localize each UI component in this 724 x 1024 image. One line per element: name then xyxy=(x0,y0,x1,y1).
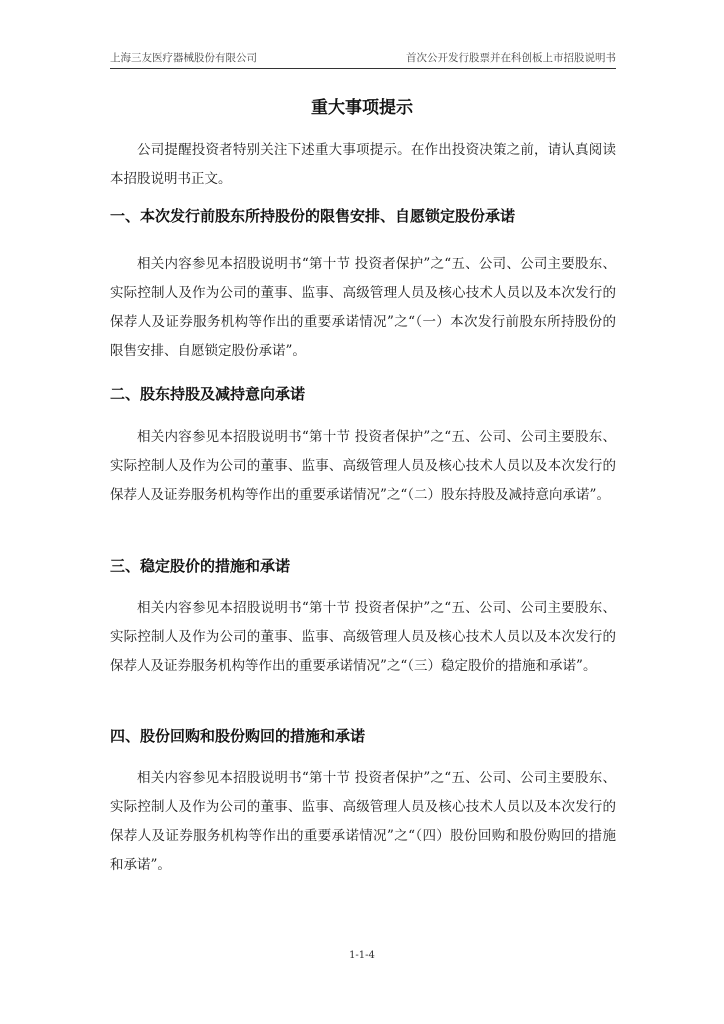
page-number: 1-1-4 xyxy=(349,950,375,961)
section-heading-4: 四、股份回购和股份购回的措施和承诺 xyxy=(110,727,366,745)
section-body-2: 相关内容参见本招股说明书“第十节 投资者保护”之“五、公司、公司主要股东、实际控制人及作为公司的董事、监事、高级管理人员及核心技术人员以及本次发行的保荐人及证券服务机构等作出的重要承诺情况”之“（二）股东持股及减持意向承诺”。 xyxy=(110,429,616,503)
header-document-name: 首次公开发行股票并在科创板上市招股说明书 xyxy=(406,52,616,64)
header-company-name: 上海三友医疗器械股份有限公司 xyxy=(110,52,257,64)
document-title: 重大事项提示 xyxy=(311,98,413,118)
intro-paragraph: 公司提醒投资者特别关注下述重大事项提示。在作出投资决策之前，请认真阅读本招股说明书正文。 xyxy=(110,142,616,187)
section-heading-2: 二、股东持股及减持意向承诺 xyxy=(110,385,306,403)
page-header xyxy=(110,48,616,69)
section-body-1: 相关内容参见本招股说明书“第十节 投资者保护”之“五、公司、公司主要股东、实际控制人及作为公司的董事、监事、高级管理人员及核心技术人员以及本次发行的保荐人及证券服务机构等作出的重要承诺情况”之“（一）本次发行前股东所持股份的限售安排、自愿锁定股份承诺”。 xyxy=(110,256,616,359)
section-heading-3: 三、稳定股价的措施和承诺 xyxy=(110,557,291,575)
section-body-3: 相关内容参见本招股说明书“第十节 投资者保护”之“五、公司、公司主要股东、实际控制人及作为公司的董事、监事、高级管理人员及核心技术人员以及本次发行的保荐人及证券服务机构等作出的重要承诺情况”之“（三）稳定股价的措施和承诺”。 xyxy=(110,600,616,674)
section-heading-1: 一、本次发行前股东所持股份的限售安排、自愿锁定股份承诺 xyxy=(110,207,516,225)
section-body-4: 相关内容参见本招股说明书“第十节 投资者保护”之“五、公司、公司主要股东、实际控制人及作为公司的董事、监事、高级管理人员及核心技术人员以及本次发行的保荐人及证券服务机构等作出的重要承诺情况”之“（四）股份回购和股份购回的措施和承诺”。 xyxy=(110,770,616,873)
